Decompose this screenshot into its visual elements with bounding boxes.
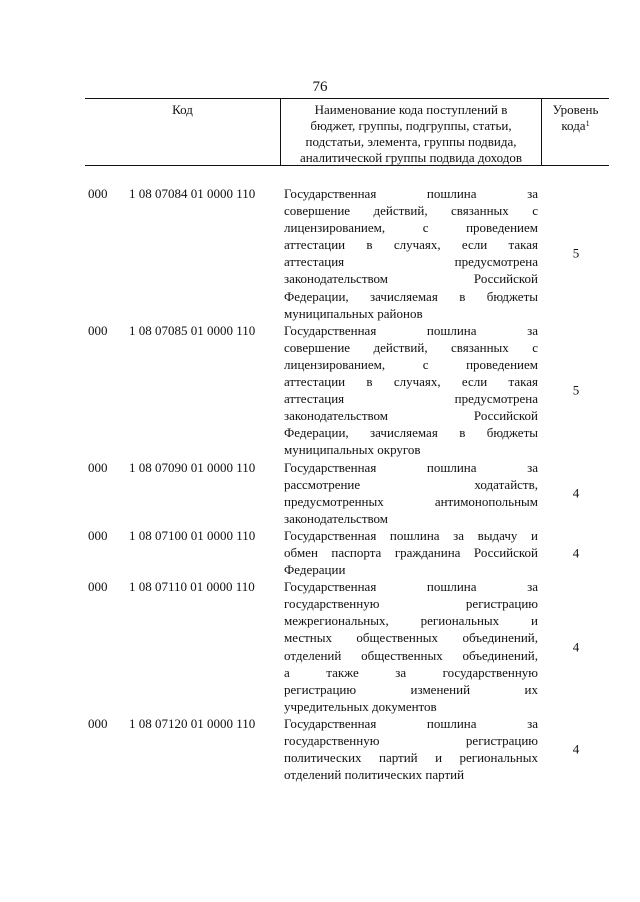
- row-description: [284, 185, 538, 322]
- page-number: 76: [312, 79, 328, 95]
- row-level: 4: [572, 544, 580, 560]
- row-level: 4: [572, 638, 580, 654]
- description-line: аттестация предусмотрена: [284, 391, 538, 407]
- description-line: государственную регистрацию: [284, 596, 538, 612]
- description-line: обмен паспорта гражданина Российской: [284, 544, 538, 560]
- description-line: учредительных документов: [284, 698, 437, 714]
- description-line: предусмотренных антимонопольным: [284, 493, 538, 509]
- row-prefix: 000: [88, 459, 108, 475]
- row-level: 4: [572, 485, 580, 501]
- description-line: государственную регистрацию: [284, 733, 538, 748]
- row-description: [284, 578, 538, 715]
- description-line: Федерации, зачисляемая в бюджеты: [284, 288, 538, 304]
- header-name-line: аналитической группы подвида доходов: [299, 150, 523, 165]
- description-line: межрегиональных, региональных и: [284, 613, 538, 629]
- table-row: [0, 185, 640, 322]
- table-body: [0, 185, 640, 783]
- header-name: [280, 99, 542, 165]
- description-line: законодательством Российской: [284, 408, 538, 424]
- description-line: регистрацию изменений их: [284, 681, 538, 697]
- description-line: муниципальных районов: [284, 305, 423, 321]
- description-line: законодательством Российской: [284, 271, 538, 287]
- row-prefix: 000: [88, 322, 108, 338]
- table-row: [0, 459, 640, 527]
- table-header: [85, 98, 609, 166]
- description-line: совершение действий, связанных с: [284, 339, 538, 355]
- description-line: Государственная пошлина за: [284, 579, 538, 595]
- row-description: [284, 527, 538, 578]
- description-line: Государственная пошлина за: [284, 322, 538, 338]
- row-description: [284, 459, 538, 527]
- description-line: Государственная пошлина за выдачу и: [284, 527, 538, 543]
- description-line: отделений политических партий: [284, 767, 465, 783]
- description-line: местных общественных объединений,: [284, 630, 538, 646]
- row-prefix: 000: [88, 186, 108, 201]
- description-line: рассмотрение ходатайств,: [284, 476, 538, 492]
- description-line: политических партий и региональных: [284, 750, 538, 766]
- row-code: 1 08 07120 01 0000 110: [129, 715, 256, 731]
- row-prefix: 000: [88, 579, 108, 595]
- description-line: законодательством: [284, 510, 389, 526]
- header-level-line: Уровень: [552, 102, 599, 117]
- row-code: 1 08 07110 01 0000 110: [129, 579, 255, 595]
- row-level: 5: [572, 382, 580, 398]
- description-line: муниципальных округов: [284, 442, 421, 458]
- description-line: лицензированием, с проведением: [284, 220, 538, 236]
- row-level: 4: [572, 741, 580, 757]
- row-prefix: 000: [88, 527, 108, 543]
- row-code: 1 08 07084 01 0000 110: [129, 186, 256, 201]
- row-code: 1 08 07085 01 0000 110: [129, 322, 256, 338]
- row-description: [284, 322, 538, 459]
- header-name-line: Наименование кода поступлений в: [314, 102, 508, 117]
- description-line: Федерации, зачисляемая в бюджеты: [284, 425, 538, 441]
- row-description: [284, 715, 538, 783]
- header-level-line: кода$^1$: [561, 118, 590, 133]
- description-line: лицензированием, с проведением: [284, 356, 538, 372]
- header-level: [542, 99, 609, 168]
- description-line: Государственная пошлина за: [284, 715, 538, 731]
- table-row: [0, 578, 640, 715]
- table-row: [0, 715, 640, 783]
- header-code: Код: [172, 102, 193, 117]
- description-line: а также за государственную: [284, 664, 538, 680]
- description-line: аттестации в случаях, если такая: [284, 374, 538, 390]
- footnote-marker: 1: [585, 119, 590, 128]
- description-line: отделений общественных объединений,: [284, 647, 538, 663]
- row-code: 1 08 07090 01 0000 110: [129, 459, 256, 475]
- description-line: Государственная пошлина за: [284, 186, 538, 201]
- row-level: 5: [572, 245, 580, 261]
- description-line: аттестации в случаях, если такая: [284, 237, 538, 253]
- row-code: 1 08 07100 01 0000 110: [129, 527, 256, 543]
- description-line: аттестация предусмотрена: [284, 254, 538, 270]
- header-name-line: бюджет, группы, подгруппы, статьи,: [310, 118, 512, 133]
- table-row: [0, 322, 640, 459]
- description-line: совершение действий, связанных с: [284, 203, 538, 219]
- description-line: Федерации: [284, 562, 346, 578]
- description-line: Государственная пошлина за: [284, 459, 538, 475]
- table-row: [0, 527, 640, 578]
- header-name-line: подстатьи, элемента, группы подвида,: [305, 134, 517, 149]
- row-prefix: 000: [88, 715, 108, 731]
